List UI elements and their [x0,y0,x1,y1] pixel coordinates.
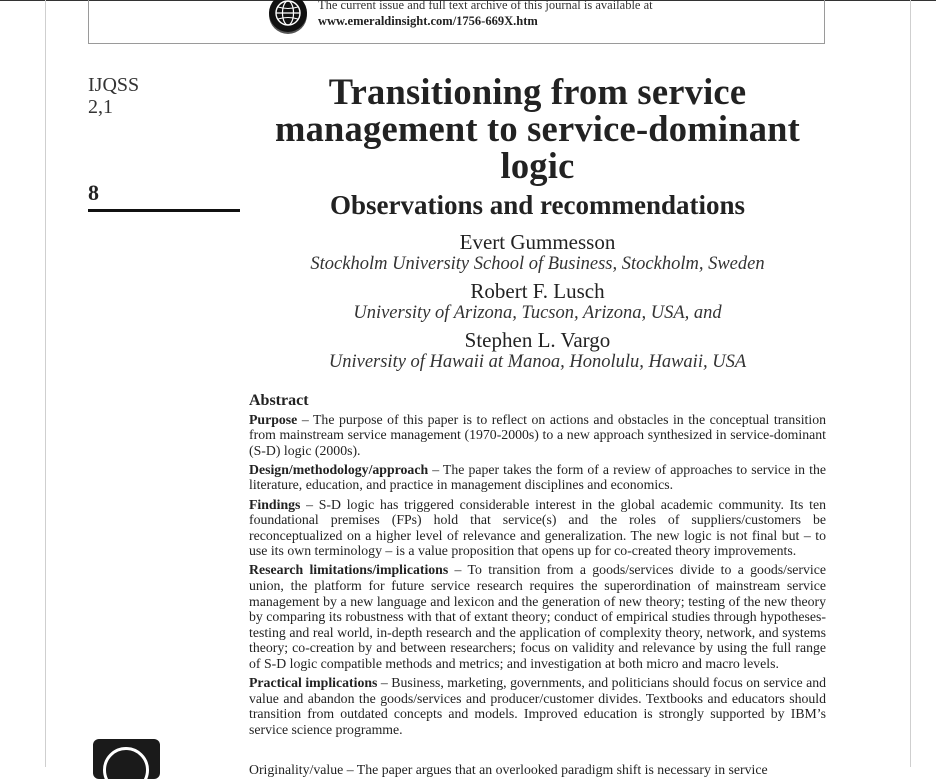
author-affiliation: University of Hawaii at Manoa, Honolulu, Hawaii, USA [328,352,747,372]
globe-icon [269,0,307,32]
section-text: S-D logic has triggered considerable interest in the global academic community. Its ten foundational premises (FPs) hold that service(s) and the roles of suppliers/customers be reconceptualized on a higher level of relevance and generalization. The new logic is not final but – to use its own terminology – is a value proposition that opens up for co-created theory improvements. [249,496,827,559]
journal-info [88,74,139,118]
author-name: Evert Gummesson [459,230,616,254]
badge-ring [103,747,149,779]
journal-url[interactable]: www.emeraldinsight.com/1756-669X.htm [318,14,538,28]
archive-text: The current issue and full text archive of this journal is available at [318,0,653,12]
publisher-badge-icon [93,739,160,779]
abstract [249,393,826,741]
page-number-rule [88,209,240,212]
section-text: The paper takes the form of a review of approaches to service in the literature, education, and practice in management disciplines and economics. [249,461,826,493]
page-number: 8 [88,180,99,205]
title-line: Transitioning from service [328,71,747,112]
author-affiliation: University of Arizona, Tucson, Arizona, USA, and [353,303,722,323]
abstract-section: Research limitations/implications – To transition from a goods/services divide to a goods/service union, the platform for future service research requires the superordination of mainstream service management by a new language and lexicon and the generation of new theory; testing of the new theory by comparing its robustness with that of extant theory; conduct of empirical studies through hypotheses-testing and real world, in-depth research and the application of complexity theory, network, and systems theory; co-creation by and between researchers; focus on validity and relevance by using the full range of S-D logic compatible methods and metrics; and investigation at both micro and macro levels. [249,562,827,671]
section-label: Findings [249,496,301,512]
abstract-section: Findings – S-D logic has triggered considerable interest in the global academic community. Its ten foundational premises (FPs) hold that service(s) and the roles of suppliers/customers be reconceptualized on a higher level of relevance and generalization. The new logic is not final but – to use its own terminology – is a value proposition that opens up for co-created theory improvements. [249,496,827,559]
abstract-section: Design/methodology/approach – The paper takes the form of a review of approaches to service in the literature, education, and practice in management disciplines and economics. [249,461,826,493]
abstract-heading: Abstract [249,392,309,409]
article-title [249,73,826,184]
section-text: The purpose of this paper is to reflect on actions and obstacles in the conceptual transition from mainstream service management (1970-2000s) to a new approach synthesized in service-dominant (S-D) logic (2000s). [249,411,826,458]
author-name: Stephen L. Vargo [464,328,611,352]
abstract-section: Practical implications – Business, marketing, governments, and politicians should focus on service and value and abandon the goods/services and producer/customer divides. Textbooks and educators should transition from outdated concepts and models. Improved education is strongly supported by IBM’s service science programme. [249,675,826,737]
section-text: To transition from a goods/services divide to a goods/service union, the platform for future service research requires the superordination of mainstream service management by a new language and lexicon and the generation of new theory; testing of the new theory by comparing its robustness with that of extant theory; conduct of empirical studies through hypotheses-testing and real world, in-depth research and the application of complexity theory, network, and systems theory; co-creation by and between researchers; focus on validity and relevance by using the full range of S-D logic compatible methods and metrics; and investigation at both micro and macro levels. [249,562,827,671]
page-edge-right [910,0,911,767]
section-label: Research limitations/implications [249,562,449,578]
page-edge-left [45,0,46,767]
article-subtitle: Observations and recommendations [329,190,746,220]
author-affiliation: Stockholm University School of Business, Stockholm, Sweden [310,254,765,274]
section-label: Purpose [249,411,298,427]
section-text: Business, marketing, governments, and politicians should focus on service and value and abandon the goods/services and producer/customer divides. Textbooks and educators should transition from outdated concepts and models. Improved education is strongly supported by IBM’s service science programme. [249,675,826,737]
abstract-section: Purpose – The purpose of this paper is to reflect on actions and obstacles in the conceptual transition from mainstream service management (1970-2000s) to a new approach synthesized in service-dominant (S-D) logic (2000s). [249,411,826,458]
author-name: Robert F. Lusch [470,279,605,303]
journal-volume: 2,1 [88,96,113,118]
title-line: logic [500,145,575,186]
title-line: management to service-dominant [274,108,801,149]
section-label: Design/methodology/approach [249,461,429,477]
section-label: Practical implications [249,675,378,691]
abstract-cut-off-line: Originality/value – The paper argues that an overlooked paradigm shift is necessary in service [249,762,768,777]
journal-code: IJQSS [88,74,140,96]
